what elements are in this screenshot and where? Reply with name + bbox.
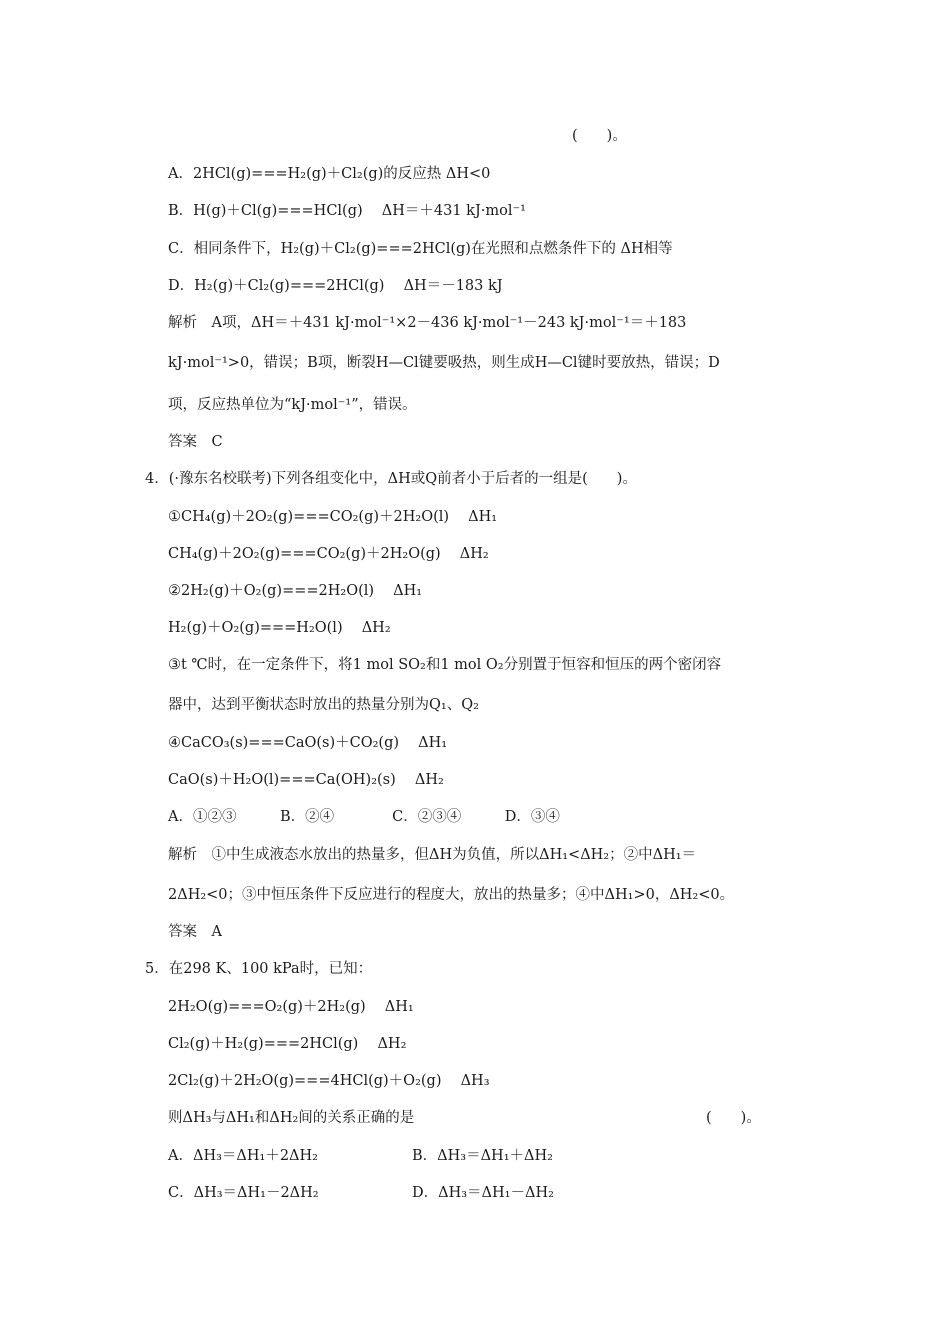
q5-question: 则ΔH₃与ΔH₁和ΔH₂间的关系正确的是 bbox=[168, 1110, 415, 1126]
q4-options: A．①②③ B．②④ C．②③④ D．③④ bbox=[168, 809, 560, 825]
q4-analysis-line-2: 2ΔH₂<0；③中恒压条件下反应进行的程度大，放出的热量多；④中ΔH₁>0，ΔH₂<0。 bbox=[168, 887, 735, 903]
q4-item-1a: ①CH₄(g)＋2O₂(g)===CO₂(g)＋2H₂O(l) ΔH₁ bbox=[168, 509, 498, 525]
q5-equation-1: 2H₂O(g)===O₂(g)＋2H₂(g) ΔH₁ bbox=[168, 999, 414, 1015]
q3-analysis-line-3: 项，反应热单位为“kJ·mol⁻¹”，错误。 bbox=[168, 397, 417, 413]
q4-item-4b: CaO(s)＋H₂O(l)===Ca(OH)₂(s) ΔH₂ bbox=[168, 772, 444, 788]
q3-answer: 答案 C bbox=[168, 434, 223, 450]
q4-item-2a: ②2H₂(g)＋O₂(g)===2H₂O(l) ΔH₁ bbox=[168, 583, 423, 599]
q3-answer-bracket: ( )。 bbox=[572, 128, 627, 144]
q4-item-4a: ④CaCO₃(s)===CaO(s)＋CO₂(g) ΔH₁ bbox=[168, 735, 448, 751]
q5-equation-2: Cl₂(g)＋H₂(g)===2HCl(g) ΔH₂ bbox=[168, 1036, 407, 1052]
q5-equation-3: 2Cl₂(g)＋2H₂O(g)===4HCl(g)＋O₂(g) ΔH₃ bbox=[168, 1073, 490, 1089]
q4-item-3b: 器中，达到平衡状态时放出的热量分别为Q₁、Q₂ bbox=[168, 697, 479, 713]
q4-answer: 答案 A bbox=[168, 924, 222, 940]
q5-option-c: C．ΔH₃＝ΔH₁－2ΔH₂ bbox=[168, 1185, 319, 1201]
q4-item-2b: H₂(g)＋O₂(g)===H₂O(l) ΔH₂ bbox=[168, 620, 391, 636]
q5-option-a: A．ΔH₃＝ΔH₁＋2ΔH₂ bbox=[168, 1148, 318, 1164]
q3-analysis-line-1: 解析 A项，ΔH＝＋431 kJ·mol⁻¹×2－436 kJ·mol⁻¹－243 kJ·mol⁻¹＝＋183 bbox=[168, 315, 687, 331]
q5-stem: 5．在298 K、100 kPa时，已知： bbox=[145, 961, 373, 977]
q5-answer-bracket: ( )。 bbox=[706, 1110, 761, 1126]
q5-option-b: B．ΔH₃＝ΔH₁＋ΔH₂ bbox=[412, 1148, 553, 1164]
q4-analysis-line-1: 解析 ①中生成液态水放出的热量多，但ΔH为负值，所以ΔH₁<ΔH₂；②中ΔH₁＝ bbox=[168, 847, 697, 863]
q4-item-3a: ③t ℃时，在一定条件下，将1 mol SO₂和1 mol O₂分别置于恒容和恒压的两个密闭容 bbox=[168, 657, 722, 673]
q4-stem: 4．(·豫东名校联考)下列各组变化中，ΔH或Q前者小于后者的一组是( )。 bbox=[145, 471, 637, 487]
q3-option-d: D．H₂(g)＋Cl₂(g)===2HCl(g) ΔH＝－183 kJ bbox=[168, 278, 503, 294]
q3-analysis-line-2: kJ·mol⁻¹>0，错误；B项，断裂H—Cl键要吸热，则生成H—Cl键时要放热，错误；D bbox=[168, 355, 720, 371]
q3-option-c: C．相同条件下，H₂(g)＋Cl₂(g)===2HCl(g)在光照和点燃条件下的 ΔH相等 bbox=[168, 241, 673, 257]
q3-option-a: A．2HCl(g)===H₂(g)＋Cl₂(g)的反应热 ΔH<0 bbox=[168, 166, 491, 182]
q5-option-d: D．ΔH₃＝ΔH₁－ΔH₂ bbox=[412, 1185, 554, 1201]
q4-item-1b: CH₄(g)＋2O₂(g)===CO₂(g)＋2H₂O(g) ΔH₂ bbox=[168, 546, 489, 562]
q3-option-b: B．H(g)＋Cl(g)===HCl(g) ΔH＝＋431 kJ·mol⁻¹ bbox=[168, 203, 526, 219]
